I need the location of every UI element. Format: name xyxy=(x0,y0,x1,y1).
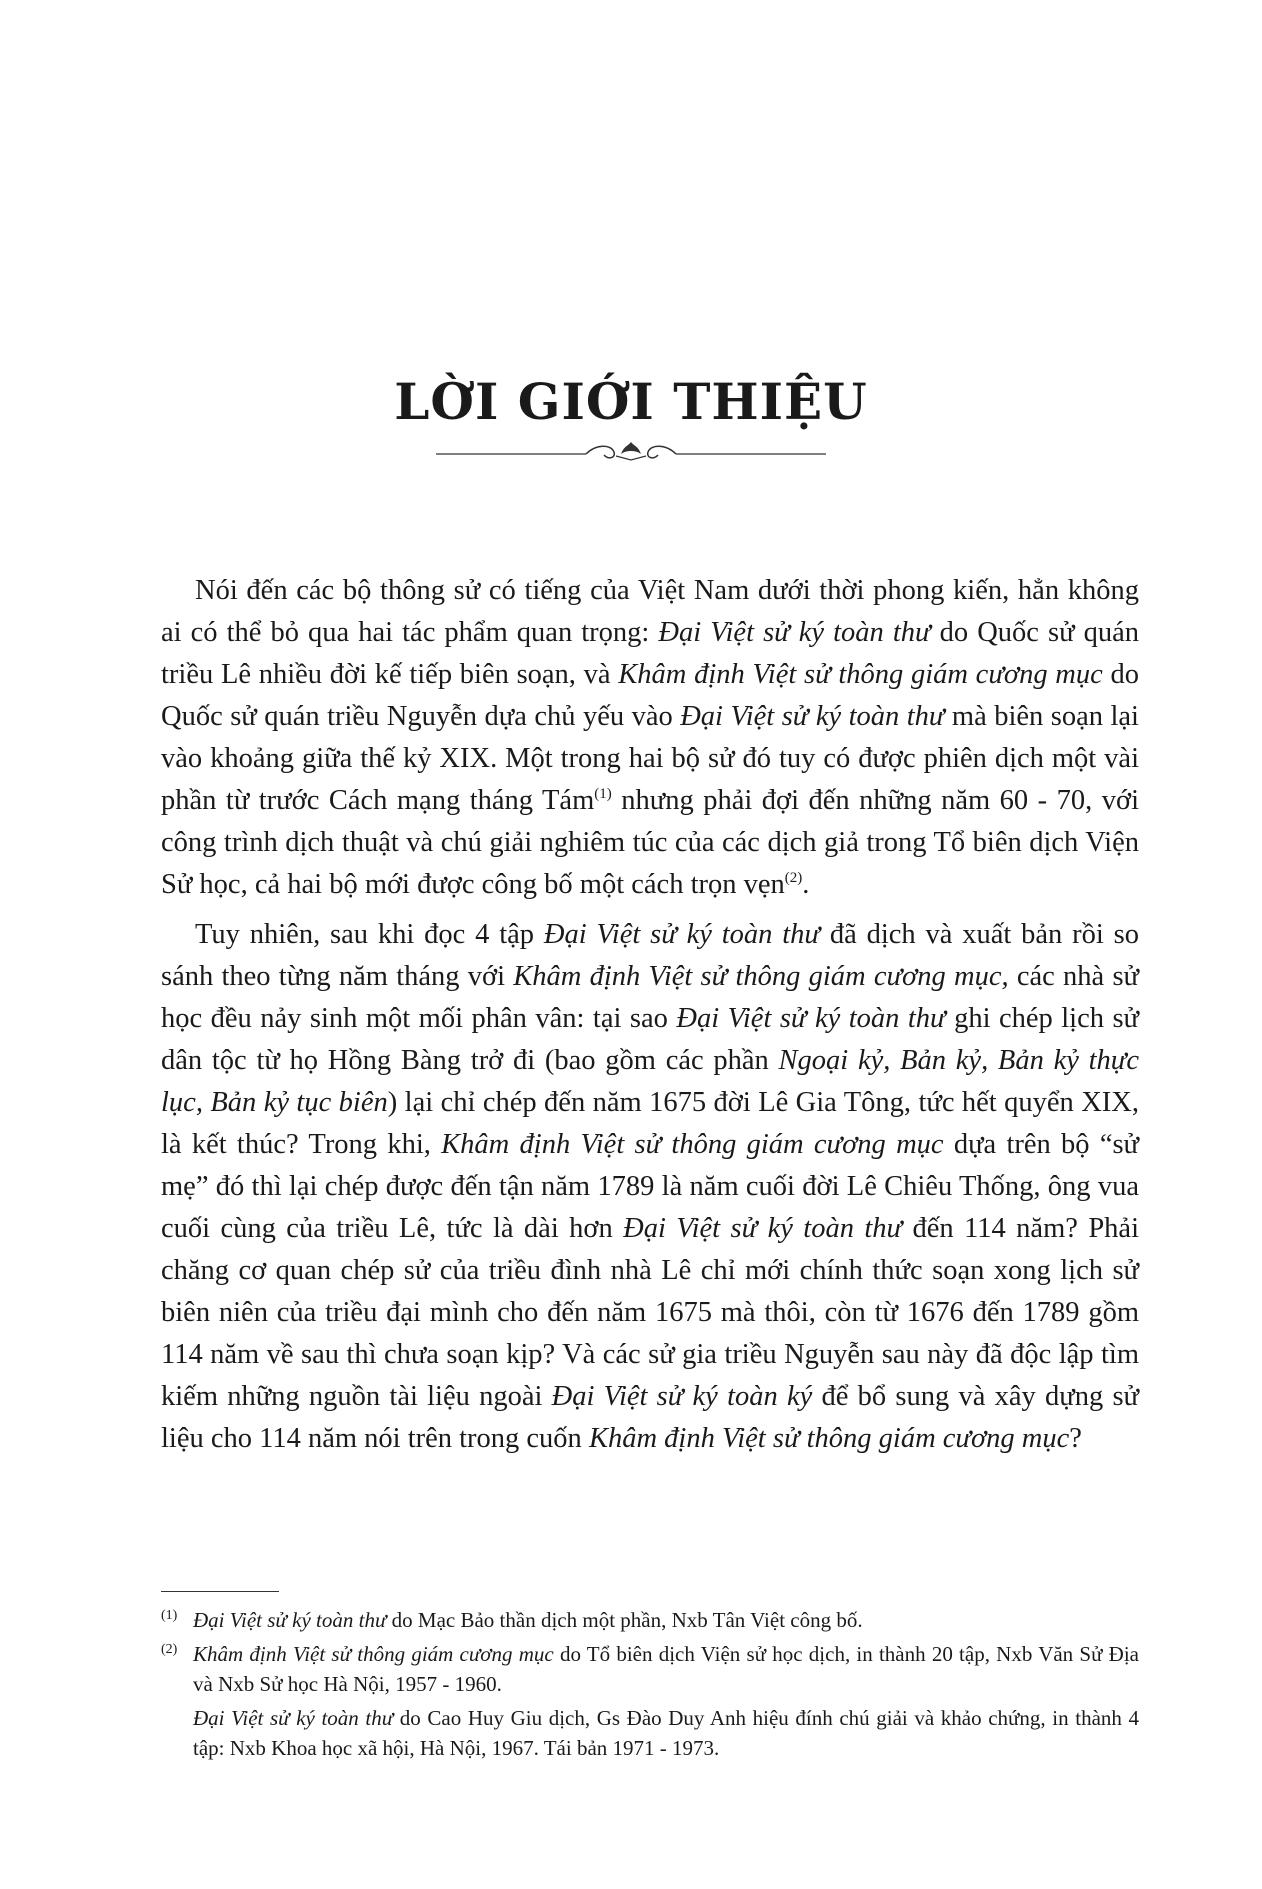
footnote-divider xyxy=(161,1591,279,1592)
footnote-1: (1) Đại Việt sử ký toàn thư do Mạc Bảo thần dịch một phần, Nxb Tân Việt công bố. xyxy=(161,1605,1139,1635)
footnote-ref-2: (2) xyxy=(784,870,803,886)
footnote-ref-1: (1) xyxy=(594,786,612,802)
page-title: LỜI GIỚI THIỆU xyxy=(394,372,868,431)
ornament-divider-icon xyxy=(436,440,826,466)
footnotes xyxy=(161,1605,1139,1763)
paragraph-1: Nói đến các bộ thông sử có tiếng của Việt Nam dưới thời phong kiến, hẳn không ai có thể bỏ qua hai tác phẩm quan trọng: Đại Việt sử ký toàn thư do Quốc sử quán triều Lê nhiều đời kế tiếp biên soạn, và Khâm định Việt sử thông giám cương mục do Quốc sử quán triều Nguyễn dựa chủ yếu vào Đại Việt sử ký toàn thư mà biên soạn lại vào khoảng giữa thế kỷ XIX. Một trong hai bộ sử đó tuy có được phiên dịch một vài phần từ trước Cách mạng tháng Tám$^{(1)}$ nhưng phải đợi đến những năm 60 - 70, với công trình dịch thuật và chú giải nghiêm túc của các dịch giả trong Tổ biên dịch Viện Sử học, cả hai bộ mới được công bố một cách trọn vẹn$^{(2)}$. xyxy=(161,575,1140,900)
footnote-2: (2) Khâm định Việt sử thông giám cương mục do Tổ biên dịch Viện sử học dịch, in thành 20 tập, Nxb Văn Sử Địa và Nxb Sử học Hà Nội, 1957 - 1960. xyxy=(161,1639,1139,1699)
footnote-mark: (1) xyxy=(161,1608,178,1623)
footnote-2-continued: Đại Việt sử ký toàn thư do Cao Huy Giu dịch, Gs Đào Duy Anh hiệu đính chú giải và khảo chứng, in thành 4 tập: Nxb Khoa học xã hội, Hà Nội, 1967. Tái bản 1971 - 1973. xyxy=(193,1706,1139,1760)
footnote-mark: (2) xyxy=(161,1642,178,1657)
paragraph-2: Tuy nhiên, sau khi đọc 4 tập Đại Việt sử ký toàn thư đã dịch và xuất bản rồi so sánh theo từng năm tháng với Khâm định Việt sử thông giám cương mục, các nhà sử học đều nảy sinh một mối phân vân: tại sao Đại Việt sử ký toàn thư ghi chép lịch sử dân tộc từ họ Hồng Bàng trở đi (bao gồm các phần Ngoại kỷ, Bản kỷ, Bản kỷ thực lục, Bản kỷ tục biên) lại chỉ chép đến năm 1675 đời Lê Gia Tông, tức hết quyển XIX, là kết thúc? Trong khi, Khâm định Việt sử thông giám cương mục dựa trên bộ “sử mẹ” đó thì lại chép được đến tận năm 1789 là năm cuối đời Lê Chiêu Thống, ông vua cuối cùng của triều Lê, tức là dài hơn Đại Việt sử ký toàn thư đến 114 năm? Phải chăng cơ quan chép sử của triều đình nhà Lê chỉ mới chính thức soạn xong lịch sử biên niên của triều đại mình cho đến năm 1675 mà thôi, còn từ 1676 đến 1789 gồm 114 năm về sau thì chưa soạn kịp? Và các sử gia triều Nguyễn sau này đã độc lập tìm kiếm những nguồn tài liệu ngoài Đại Việt sử ký toàn ký để bổ sung và xây dựng sử liệu cho 114 năm nói trên trong cuốn Khâm định Việt sử thông giám cương mục? xyxy=(161,919,1140,1454)
body-text xyxy=(161,570,1139,1468)
